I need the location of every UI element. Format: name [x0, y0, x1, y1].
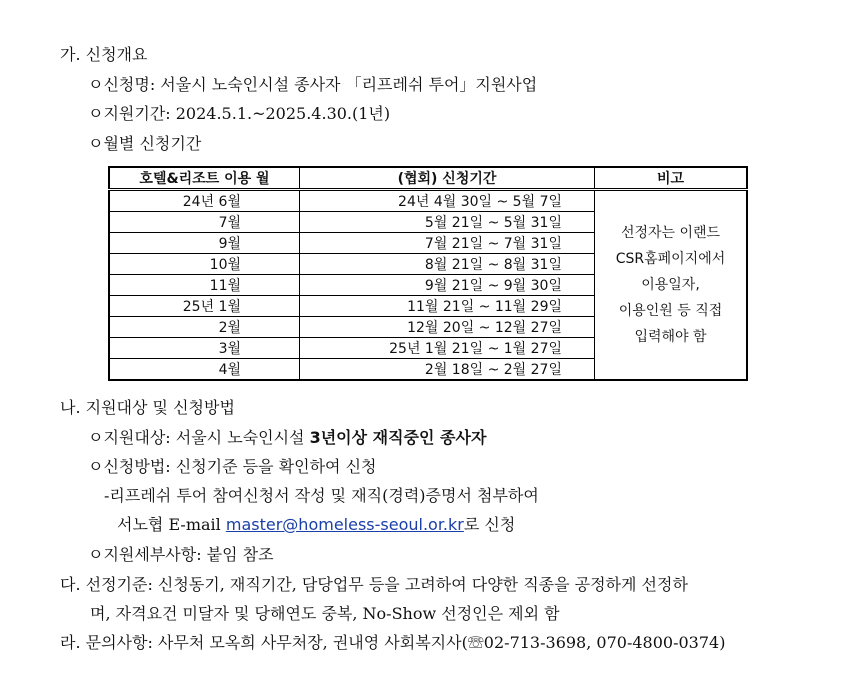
email-line [117, 515, 515, 535]
schedule-table [108, 166, 748, 381]
support-target-prefix: ㅇ지원대상: 서울시 노숙인시설 [88, 428, 310, 447]
application-period-cell: 2월 18일 ~ 2월 27일 [300, 359, 595, 381]
table-row [109, 190, 747, 212]
note-line: CSR홈페이지에서 [615, 251, 726, 267]
section-ga-heading: 가. 신청개요 [60, 45, 148, 64]
application-period-cell: 25년 1월 21일 ~ 1월 27일 [300, 338, 595, 359]
note-line: 이용일자, [641, 277, 700, 293]
note-cell [595, 190, 748, 381]
application-period-cell: 24년 4월 30일 ~ 5월 7일 [300, 190, 595, 212]
selection-criteria-line-2: 며, 자격요건 미달자 및 당해연도 중복, No-Show 선정인은 제외 함 [90, 604, 560, 623]
email-prefix: 서노협 E-mail [117, 515, 226, 534]
application-period-cell: 11월 21일 ~ 11월 29일 [300, 296, 595, 317]
application-period-cell: 5월 21일 ~ 5월 31일 [300, 212, 595, 233]
inquiry-line: 라. 문의사항: 사무처 모옥희 사무처장, 권내영 사회복지사(☏02-713-3698, 070-4800-0374) [60, 633, 726, 652]
header-usage-month: 호텔&리조트 이용 월 [109, 167, 300, 190]
application-method-detail: -리프레쉬 투어 참여신청서 작성 및 재직(경력)증명서 첨부하여 [104, 486, 539, 505]
selection-criteria-line-1: 다. 선정기준: 신청동기, 재직기간, 담당업무 등을 고려하여 다양한 직종을 공정하게 선정하 [60, 575, 688, 594]
usage-month-cell: 11월 [109, 275, 300, 296]
email-link[interactable]: master@homeless-seoul.or.kr [225, 515, 464, 534]
header-application-period: (협회) 신청기간 [300, 167, 595, 190]
program-name-line: ㅇ신청명: 서울시 노숙인시설 종사자 「리프레쉬 투어」지원사업 [88, 75, 538, 94]
monthly-period-line: ㅇ월별 신청기간 [88, 134, 202, 153]
usage-month-cell: 2월 [109, 317, 300, 338]
table-header-row [109, 167, 747, 190]
support-period-line: ㅇ지원기간: 2024.5.1.~2025.4.30.(1년) [88, 104, 391, 123]
support-details-line: ㅇ지원세부사항: 붙임 참조 [88, 545, 274, 564]
application-period-cell: 7월 21일 ~ 7월 31일 [300, 233, 595, 254]
usage-month-cell: 4월 [109, 359, 300, 381]
section-na-heading: 나. 지원대상 및 신청방법 [60, 398, 235, 417]
usage-month-cell: 24년 6월 [109, 190, 300, 212]
usage-month-cell: 7월 [109, 212, 300, 233]
email-suffix: 로 신청 [463, 515, 516, 534]
usage-month-cell: 25년 1월 [109, 296, 300, 317]
application-period-cell: 8월 21일 ~ 8월 31일 [300, 254, 595, 275]
application-period-cell: 12월 20일 ~ 12월 27일 [300, 317, 595, 338]
application-period-cell: 9월 21일 ~ 9월 30일 [300, 275, 595, 296]
note-line: 입력해야 함 [634, 329, 707, 345]
header-note: 비고 [595, 167, 748, 190]
support-target-emphasis: 3년이상 재직중인 종사자 [309, 428, 487, 447]
support-target-line [88, 428, 486, 448]
usage-month-cell: 10월 [109, 254, 300, 275]
note-line: 선정자는 이랜드 [620, 225, 721, 241]
note-line: 이용인원 등 직접 [618, 303, 723, 319]
usage-month-cell: 3월 [109, 338, 300, 359]
usage-month-cell: 9월 [109, 233, 300, 254]
application-method-line: ㅇ신청방법: 신청기준 등을 확인하여 신청 [88, 457, 377, 476]
